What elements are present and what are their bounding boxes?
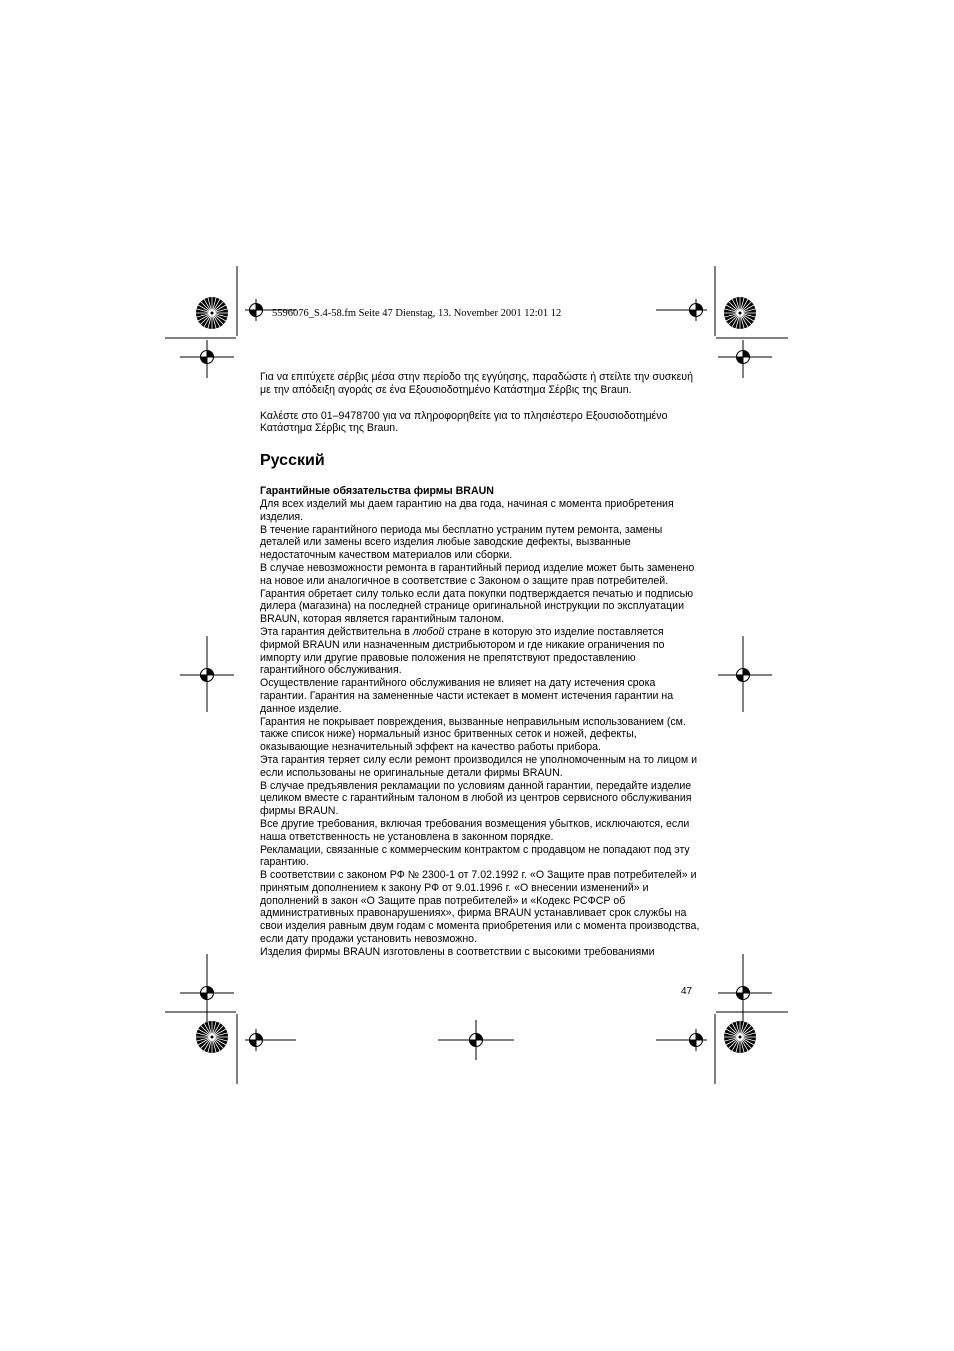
page-number: 47 <box>681 986 693 997</box>
warranty-paragraph-1: Для всех изделий мы даем гарантию на два года, начиная с момента приобретения изделия. <box>260 497 674 523</box>
greek-paragraph-1: Για να επιτύχετε σέρβις μέσα στην περίοδο της εγγύησης, παραδώστε ή στείλτε την συσκευή με την απόδειξη αγοράς σε ένα Εξουσιοδοτημένο Κατάστημα Σέρβις της Braun. <box>260 371 693 396</box>
emphasis-any: любой <box>412 625 445 638</box>
warranty-paragraph-5-start: Эта гарантия действительна в <box>260 625 413 638</box>
warranty-paragraph-11: Рекламации, связанные с коммерческим контрактом с продавцом не попадают под эту гарантию. <box>260 843 690 869</box>
warranty-subheading: Гарантийные обязательства фирмы BRAUN <box>260 485 494 498</box>
warranty-paragraph-12: В соответствии с законом РФ № 2300-1 от 7.02.1992 г. «О Защите прав потребителей» и принятым дополнением к закону РФ от 9.01.1996 г. «О внесении изменений» и дополнений в закон «О Защите прав потребителей» и «Кодекс РСФСР об административных правонарушениях», фирма BRAUN устанавливает срок службы на свои изделия равным двум годам с момента приобретения или с момента производства, если дату продажи установить невозможно. <box>260 869 700 946</box>
warranty-paragraph-5-end: стране в которую это изделие поставляется фирмой BRAUN или назначенным дистрибьютором и где никакие ограничения по импорту или другие правовые положения не препятствуют предоставлению гарантийного обслуживания. <box>260 625 665 677</box>
warranty-paragraph-8: Эта гарантия теряет силу если ремонт производился не уполномоченным на то лицом и если использованы не оригинальные детали фирмы BRAUN. <box>260 753 697 779</box>
warranty-paragraph-5 <box>260 626 700 677</box>
warranty-paragraph-2: В течение гарантийного периода мы бесплатно устраним путем ремонта, замены деталей или замены всего изделия любые заводские дефекты, вызванные недостаточным качеством материалов или сборки. <box>260 523 663 562</box>
warranty-paragraph-4: Гарантия обретает силу только если дата покупки подтверждается печатью и подписью дилера (магазина) на последней странице оригинальной инструкции по эксплуатации BRAUN, которая является гарантийным талоном. <box>260 587 694 626</box>
file-slug: 5596076_S.4-58.fm Seite 47 Dienstag, 13. November 2001 12:01 12 <box>272 308 562 319</box>
warranty-paragraph-13: Изделия фирмы BRAUN изготовлены в соответствии с высокими требованиями <box>260 945 655 958</box>
warranty-paragraph-7: Гарантия не покрывает повреждения, вызванные неправильным использованием (см. также список ниже) нормальный износ бритвенных сеток и ножей, дефекты, оказывающие незначительный эффект на качество работы прибора. <box>260 715 686 754</box>
greek-paragraph-2: Καλέστε στο 01–9478700 για να πληροφορηθείτε για το πλησιέστερο Εξουσιοδοτημένο Κατάστημα Σέρβις της Braun. <box>260 409 668 435</box>
warranty-paragraph-9: В случае предъявления рекламации по условиям данной гарантии, передайте изделие целиком вместе с гарантийным талоном в любой из центров сервисного обслуживания фирмы BRAUN. <box>260 779 692 818</box>
warranty-paragraph-3: В случае невозможности ремонта в гарантийный период изделие может быть заменено на новое или аналогичное в соответствие с Законом о защите прав потребителей. <box>260 561 695 587</box>
warranty-paragraph-6: Осуществление гарантийного обслуживания не влияет на дату истечения срока гарантии. Гарантия на замененные части истекает в момент истечения гарантии на данное изделие. <box>260 677 674 715</box>
section-heading: Русский <box>260 452 325 470</box>
page-content <box>260 371 700 959</box>
warranty-paragraph-10: Все другие требования, включая требования возмещения убытков, исключаются, если наша ответственность не установлена в законном порядке. <box>260 817 690 843</box>
